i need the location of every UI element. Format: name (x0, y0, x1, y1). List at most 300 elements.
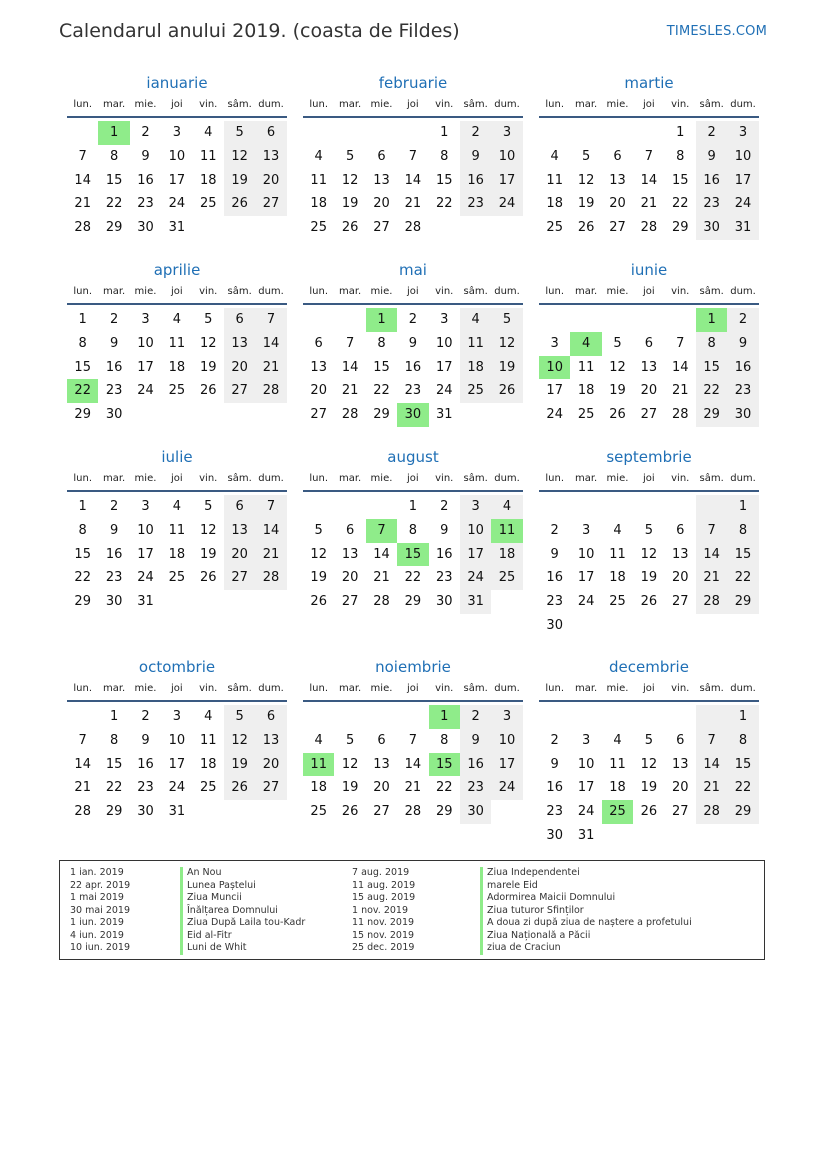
day-cell: 11 (168, 522, 186, 538)
empty-cell (539, 705, 570, 729)
empty-cell (366, 121, 397, 145)
day-cell: 25 (168, 383, 186, 399)
weekday-header (539, 97, 759, 113)
day-cell: 9 (696, 145, 727, 169)
day-cell: 9 (109, 335, 119, 351)
day-cell: 5 (644, 522, 653, 538)
empty-cell (602, 308, 633, 332)
weekday-label: lun. (545, 286, 565, 297)
day-cell: 13 (640, 359, 658, 375)
day-grid (539, 495, 759, 638)
holiday-date: 15 aug. 2019 (352, 892, 416, 903)
day-cell: 9 (460, 145, 491, 169)
day-cell: 6 (314, 335, 323, 351)
weekday-label: dum. (730, 99, 756, 110)
day-cell: 7 (78, 732, 87, 748)
weekday-header (67, 681, 287, 697)
month-iulie (67, 447, 287, 614)
day-cell: 23 (137, 780, 154, 796)
day-cell: 23 (105, 570, 123, 586)
day-cell: 27 (373, 220, 390, 236)
day-cell: 13 (341, 546, 359, 562)
day-cell: 22 (727, 566, 758, 590)
day-cell: 14 (341, 359, 359, 375)
day-cell: 24 (546, 407, 563, 423)
day-cell: 5 (345, 732, 355, 748)
month-martie (539, 73, 759, 240)
day-cell: 15 (671, 172, 689, 188)
day-cell: 17 (491, 753, 522, 777)
day-grid (539, 121, 759, 240)
day-cell: 23 (105, 383, 123, 399)
day-cell: 28 (696, 800, 727, 824)
weekday-label: mar. (574, 99, 598, 110)
empty-cell (665, 705, 696, 729)
day-cell: 25 (546, 220, 563, 236)
day-cell: 14 (671, 359, 689, 375)
weekday-label: sâm. (463, 99, 488, 110)
day-cell: 29 (671, 220, 689, 236)
day-cell: 30 (696, 216, 727, 240)
day-cell: 12 (224, 729, 255, 753)
month-divider (67, 490, 287, 492)
day-cell: 2 (696, 121, 727, 145)
day-cell: 11 (491, 519, 522, 543)
month-divider (539, 700, 759, 702)
weekday-label: joi (643, 99, 655, 110)
day-cell: 6 (676, 522, 685, 538)
day-cell: 18 (546, 196, 563, 212)
day-cell: 17 (137, 359, 154, 375)
day-cell: 6 (676, 732, 685, 748)
weekday-header (303, 471, 523, 487)
day-cell: 30 (460, 800, 491, 824)
month-divider (539, 490, 759, 492)
day-cell: 15 (105, 172, 123, 188)
weekday-label: mie. (606, 683, 629, 694)
day-cell: 7 (696, 519, 727, 543)
day-cell: 6 (255, 705, 286, 729)
day-cell: 16 (460, 169, 491, 193)
empty-cell (334, 308, 365, 332)
weekday-label: vin. (671, 286, 690, 297)
day-cell: 1 (78, 499, 87, 514)
empty-cell (255, 800, 286, 824)
day-cell: 19 (341, 196, 359, 212)
day-cell: 21 (696, 776, 727, 800)
day-cell: 19 (341, 780, 359, 796)
page-title: Calendarul anului 2019. (coasta de Fildes) (59, 20, 460, 42)
day-cell: 18 (609, 780, 626, 796)
weekday-header (303, 681, 523, 697)
weekday-header (67, 471, 287, 487)
weekday-label: joi (407, 99, 419, 110)
day-cell: 5 (224, 705, 255, 729)
weekday-label: sâm. (699, 286, 724, 297)
day-cell: 8 (109, 148, 119, 164)
day-cell: 22 (404, 570, 422, 586)
weekday-label: mar. (338, 99, 362, 110)
day-cell: 4 (570, 332, 601, 356)
weekday-label: lun. (309, 99, 329, 110)
day-cell: 26 (341, 220, 359, 236)
day-cell: 28 (404, 804, 422, 820)
day-cell: 24 (168, 196, 186, 212)
day-cell: 26 (199, 383, 217, 399)
weekday-label: vin. (199, 99, 218, 110)
day-cell: 17 (168, 172, 186, 188)
weekday-label: dum. (730, 473, 756, 484)
day-cell: 8 (727, 729, 758, 753)
day-cell: 31 (460, 590, 491, 614)
day-cell: 4 (172, 312, 181, 327)
empty-cell (303, 495, 334, 519)
day-cell: 6 (377, 148, 386, 164)
month-name: aprilie (153, 261, 201, 279)
holiday-date: 11 aug. 2019 (352, 879, 416, 891)
day-cell: 20 (255, 169, 286, 193)
day-cell: 17 (577, 570, 595, 586)
day-cell: 10 (168, 148, 186, 164)
day-cell: 3 (172, 709, 181, 724)
empty-cell (665, 308, 696, 332)
day-cell: 6 (224, 495, 255, 519)
holiday-name: ziua de Craciun (480, 942, 692, 955)
day-cell: 22 (67, 379, 98, 403)
day-cell: 28 (255, 379, 286, 403)
day-cell: 4 (314, 148, 323, 164)
day-cell: 17 (577, 780, 595, 796)
day-cell: 3 (581, 522, 591, 538)
empty-cell (460, 403, 491, 427)
weekday-label: joi (407, 683, 419, 694)
day-cell: 31 (137, 594, 154, 610)
day-cell: 3 (440, 312, 449, 327)
day-cell: 4 (204, 125, 213, 140)
day-grid (539, 705, 759, 848)
day-cell: 22 (105, 780, 123, 796)
day-cell: 27 (224, 379, 255, 403)
weekday-label: vin. (671, 99, 690, 110)
holiday-date: 4 iun. 2019 (70, 929, 124, 941)
day-cell: 12 (609, 359, 626, 375)
day-cell: 14 (255, 519, 286, 543)
day-cell: 10 (577, 546, 595, 562)
weekday-label: sâm. (463, 286, 488, 297)
weekday-label: vin. (435, 683, 454, 694)
weekday-label: mie. (606, 99, 629, 110)
weekday-label: mar. (102, 473, 126, 484)
empty-cell (665, 495, 696, 519)
empty-cell (602, 495, 633, 519)
empty-cell (602, 824, 633, 848)
day-cell: 29 (105, 804, 123, 820)
holiday-date: 22 apr. 2019 (70, 879, 131, 891)
day-cell: 27 (255, 776, 286, 800)
day-cell: 23 (696, 192, 727, 216)
day-cell: 24 (577, 804, 595, 820)
day-cell: 17 (435, 359, 453, 375)
day-cell: 14 (74, 756, 91, 772)
empty-cell (727, 824, 758, 848)
day-cell: 7 (345, 335, 355, 351)
day-cell: 27 (255, 192, 286, 216)
day-cell: 9 (141, 148, 150, 164)
month-divider (303, 700, 523, 702)
day-cell: 3 (172, 125, 181, 140)
day-cell: 1 (98, 121, 129, 145)
day-cell: 27 (373, 804, 390, 820)
day-cell: 4 (550, 148, 559, 164)
empty-cell (602, 121, 633, 145)
day-cell: 30 (105, 407, 123, 423)
day-cell: 4 (204, 709, 213, 724)
empty-cell (491, 216, 522, 240)
day-cell: 13 (255, 145, 286, 169)
empty-cell (491, 590, 522, 614)
day-cell: 18 (310, 196, 327, 212)
month-name: septembrie (606, 448, 692, 466)
holiday-name: An Nou (180, 867, 305, 880)
day-cell: 28 (696, 590, 727, 614)
holiday-dates-right (352, 867, 415, 955)
day-cell: 25 (168, 570, 186, 586)
day-cell: 20 (609, 196, 626, 212)
day-cell: 14 (373, 546, 390, 562)
holiday-list (59, 860, 765, 960)
day-cell: 16 (404, 359, 422, 375)
day-cell: 15 (74, 359, 91, 375)
day-cell: 17 (460, 543, 491, 567)
day-cell: 22 (727, 776, 758, 800)
day-cell: 15 (727, 753, 758, 777)
weekday-header (67, 284, 287, 300)
day-cell: 18 (460, 356, 491, 380)
empty-cell (67, 121, 98, 145)
day-cell: 6 (345, 522, 355, 538)
day-cell: 1 (676, 125, 685, 140)
day-cell: 5 (204, 312, 213, 327)
day-cell: 10 (577, 756, 595, 772)
holiday-name: Lunea Paștelui (180, 880, 305, 893)
day-cell: 14 (696, 753, 727, 777)
month-divider (67, 700, 287, 702)
day-cell: 29 (727, 800, 758, 824)
empty-cell (193, 800, 224, 824)
day-cell: 13 (373, 756, 390, 772)
weekday-label: lun. (545, 473, 565, 484)
day-cell: 9 (141, 732, 150, 748)
day-cell: 14 (74, 172, 91, 188)
weekday-label: vin. (435, 286, 454, 297)
day-cell: 20 (341, 570, 359, 586)
day-cell: 25 (460, 379, 491, 403)
weekday-label: mar. (574, 473, 598, 484)
weekday-label: dum. (494, 683, 520, 694)
day-cell: 13 (609, 172, 626, 188)
day-cell: 20 (671, 780, 689, 796)
day-cell: 24 (137, 383, 154, 399)
weekday-label: joi (407, 473, 419, 484)
empty-cell (570, 705, 601, 729)
day-cell: 18 (199, 756, 217, 772)
day-cell: 2 (550, 522, 559, 538)
site-link[interactable]: TIMESLES.COM (666, 24, 767, 39)
day-cell: 28 (341, 407, 359, 423)
day-cell: 5 (204, 499, 213, 514)
empty-cell (224, 800, 255, 824)
month-name: decembrie (609, 658, 689, 676)
day-cell: 16 (546, 780, 563, 796)
day-cell: 15 (74, 546, 91, 562)
day-cell: 25 (491, 566, 522, 590)
weekday-label: sâm. (227, 473, 252, 484)
empty-cell (334, 705, 365, 729)
day-cell: 1 (408, 499, 417, 514)
day-cell: 24 (137, 570, 154, 586)
empty-cell (696, 824, 727, 848)
day-cell: 29 (373, 407, 390, 423)
day-cell: 8 (696, 332, 727, 356)
day-cell: 26 (310, 594, 327, 610)
day-grid (67, 308, 287, 427)
empty-cell (665, 824, 696, 848)
day-cell: 22 (435, 196, 453, 212)
day-cell: 10 (137, 522, 154, 538)
day-cell: 9 (440, 522, 449, 538)
day-cell: 22 (435, 780, 453, 796)
weekday-label: mie. (606, 286, 629, 297)
weekday-label: vin. (199, 683, 218, 694)
weekday-label: dum. (258, 99, 284, 110)
day-cell: 6 (255, 121, 286, 145)
day-cell: 17 (137, 546, 154, 562)
day-cell: 29 (74, 594, 91, 610)
day-cell: 26 (341, 804, 359, 820)
weekday-label: sâm. (463, 473, 488, 484)
month-name: iulie (161, 448, 193, 466)
weekday-header (539, 284, 759, 300)
day-cell: 20 (373, 196, 390, 212)
weekday-label: mie. (134, 473, 157, 484)
day-cell: 28 (74, 804, 91, 820)
day-cell: 23 (546, 594, 563, 610)
empty-cell (334, 495, 365, 519)
day-cell: 9 (460, 729, 491, 753)
day-cell: 7 (644, 148, 653, 164)
day-cell: 28 (640, 220, 658, 236)
day-cell: 19 (310, 570, 327, 586)
day-cell: 21 (671, 383, 689, 399)
empty-cell (255, 403, 286, 427)
day-cell: 3 (491, 121, 522, 145)
day-cell: 10 (137, 335, 154, 351)
weekday-label: joi (171, 99, 183, 110)
day-cell: 30 (397, 403, 428, 427)
empty-cell (130, 403, 161, 427)
day-cell: 19 (224, 753, 255, 777)
day-cell: 5 (345, 148, 355, 164)
day-cell: 15 (429, 753, 460, 777)
weekday-label: mie. (134, 99, 157, 110)
day-cell: 3 (727, 121, 758, 145)
day-cell: 17 (168, 756, 186, 772)
month-name: ianuarie (146, 74, 208, 92)
day-cell: 16 (137, 756, 154, 772)
month-name: octombrie (138, 658, 216, 676)
day-cell: 30 (137, 804, 154, 820)
day-cell: 25 (577, 407, 595, 423)
weekday-label: dum. (258, 683, 284, 694)
day-cell: 23 (137, 196, 154, 212)
day-cell: 21 (341, 383, 359, 399)
day-cell: 12 (341, 172, 359, 188)
day-cell: 14 (404, 756, 422, 772)
weekday-label: mar. (102, 99, 126, 110)
month-divider (539, 303, 759, 305)
day-cell: 2 (141, 709, 150, 724)
weekday-label: joi (171, 286, 183, 297)
day-cell: 31 (168, 804, 186, 820)
weekday-label: vin. (671, 683, 690, 694)
day-cell: 4 (491, 495, 522, 519)
day-cell: 7 (696, 729, 727, 753)
day-cell: 3 (141, 499, 150, 514)
month-divider (67, 303, 287, 305)
day-cell: 30 (727, 403, 758, 427)
day-cell: 27 (640, 407, 658, 423)
day-cell: 2 (460, 705, 491, 729)
day-cell: 4 (613, 732, 622, 748)
day-cell: 24 (491, 776, 522, 800)
weekday-label: mie. (370, 473, 393, 484)
day-cell: 31 (727, 216, 758, 240)
weekday-header (303, 97, 523, 113)
day-cell: 16 (435, 546, 453, 562)
month-noiembrie (303, 657, 523, 824)
day-cell: 27 (224, 566, 255, 590)
day-cell: 15 (435, 172, 453, 188)
day-cell: 18 (168, 359, 186, 375)
day-cell: 13 (224, 519, 255, 543)
month-iunie (539, 260, 759, 427)
empty-cell (570, 614, 601, 638)
day-cell: 5 (644, 732, 653, 748)
day-cell: 2 (109, 499, 119, 514)
day-cell: 13 (373, 172, 390, 188)
day-cell: 11 (546, 172, 563, 188)
day-grid (539, 308, 759, 427)
day-cell: 23 (435, 570, 453, 586)
day-cell: 2 (109, 312, 119, 327)
day-cell: 16 (546, 570, 563, 586)
day-cell: 3 (581, 732, 591, 748)
month-name: martie (624, 74, 674, 92)
day-cell: 7 (676, 335, 685, 351)
day-cell: 11 (199, 148, 217, 164)
day-cell: 1 (78, 312, 87, 327)
weekday-label: dum. (730, 286, 756, 297)
weekday-label: mie. (606, 473, 629, 484)
empty-cell (255, 216, 286, 240)
empty-cell (303, 121, 334, 145)
day-cell: 22 (105, 196, 123, 212)
day-cell: 8 (440, 148, 449, 164)
empty-cell (633, 308, 664, 332)
day-cell: 28 (74, 220, 91, 236)
day-cell: 1 (109, 709, 119, 724)
weekday-header (67, 97, 287, 113)
